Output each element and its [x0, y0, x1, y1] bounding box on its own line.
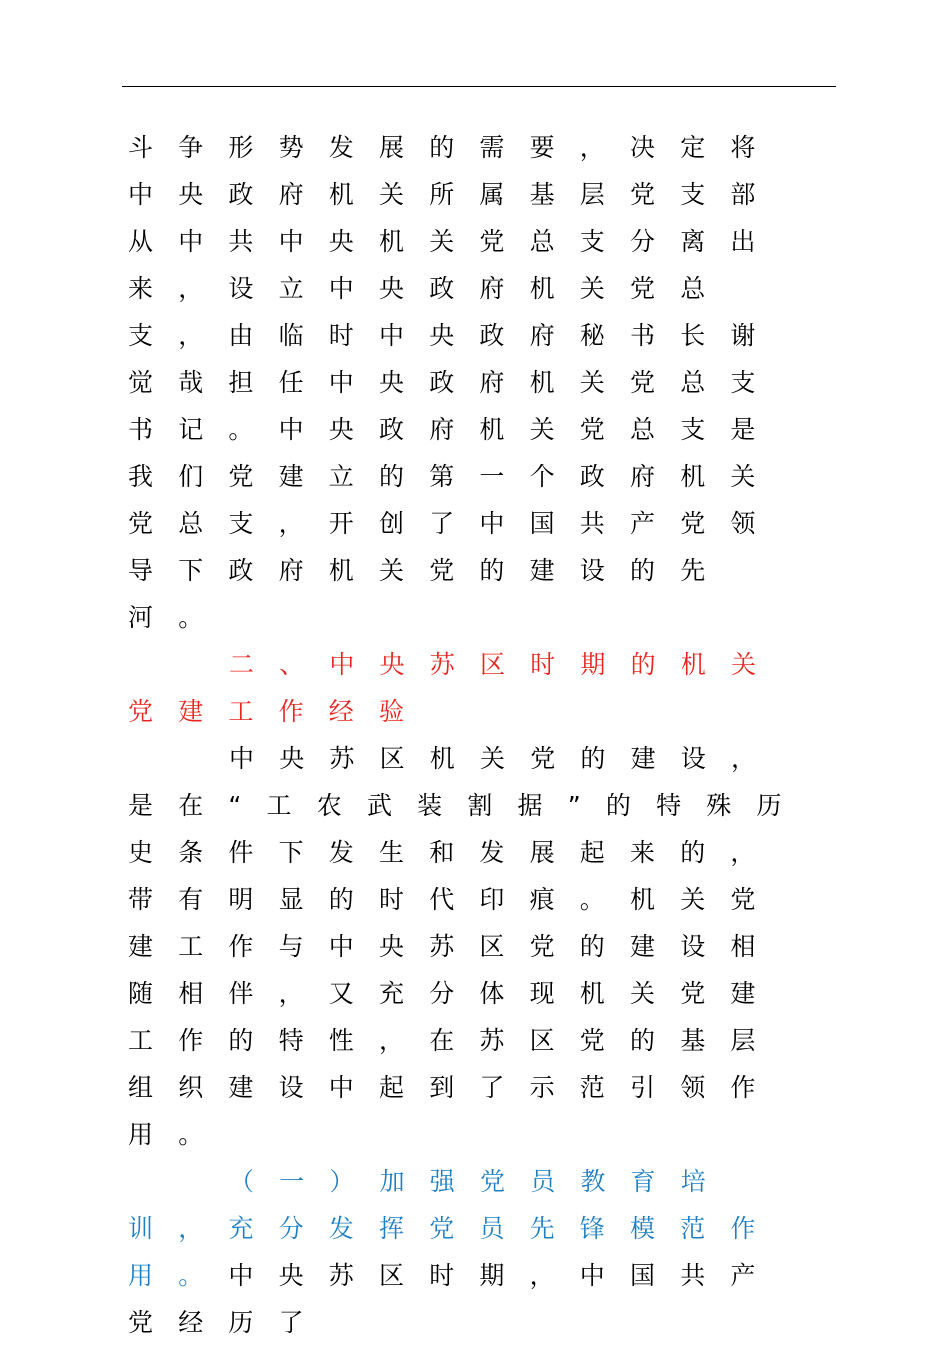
- paragraph-with-subheading: [128, 1158, 810, 1346]
- section-heading: 二、中央苏区时期的机关党建工作经验: [128, 650, 782, 726]
- header-rule: [122, 86, 836, 87]
- paragraph: 中央苏区机关党的建设，是在“工农武装割据”的特殊历史条件下发生和发展起来的，带有明显的时代印痕。机关党建工作与中央苏区党的建设相随相伴，又充分体现机关党建工作的特性，在苏区党的基层组织建设中起到了示范引领作用。: [128, 744, 807, 1149]
- subheading: （一）加强党员教育培训，充分发挥党员先锋模范作用。: [128, 1167, 781, 1290]
- paragraph-text: 中央苏区时期，中国共产党经历了: [128, 1261, 781, 1337]
- paragraph-continuation: 斗争形势发展的需要，决定将中央政府机关所属基层党支部从中共中央机关党总支分离出来，设立中央政府机关党总支，由临时中央政府秘书长谢觉哉担任中央政府机关党总支书记。中央政府机关党总支是我们党建立的第一个政府机关党总支，开创了中国共产党领导下政府机关党的建设的先河。: [128, 133, 781, 632]
- document-body: [128, 124, 810, 1346]
